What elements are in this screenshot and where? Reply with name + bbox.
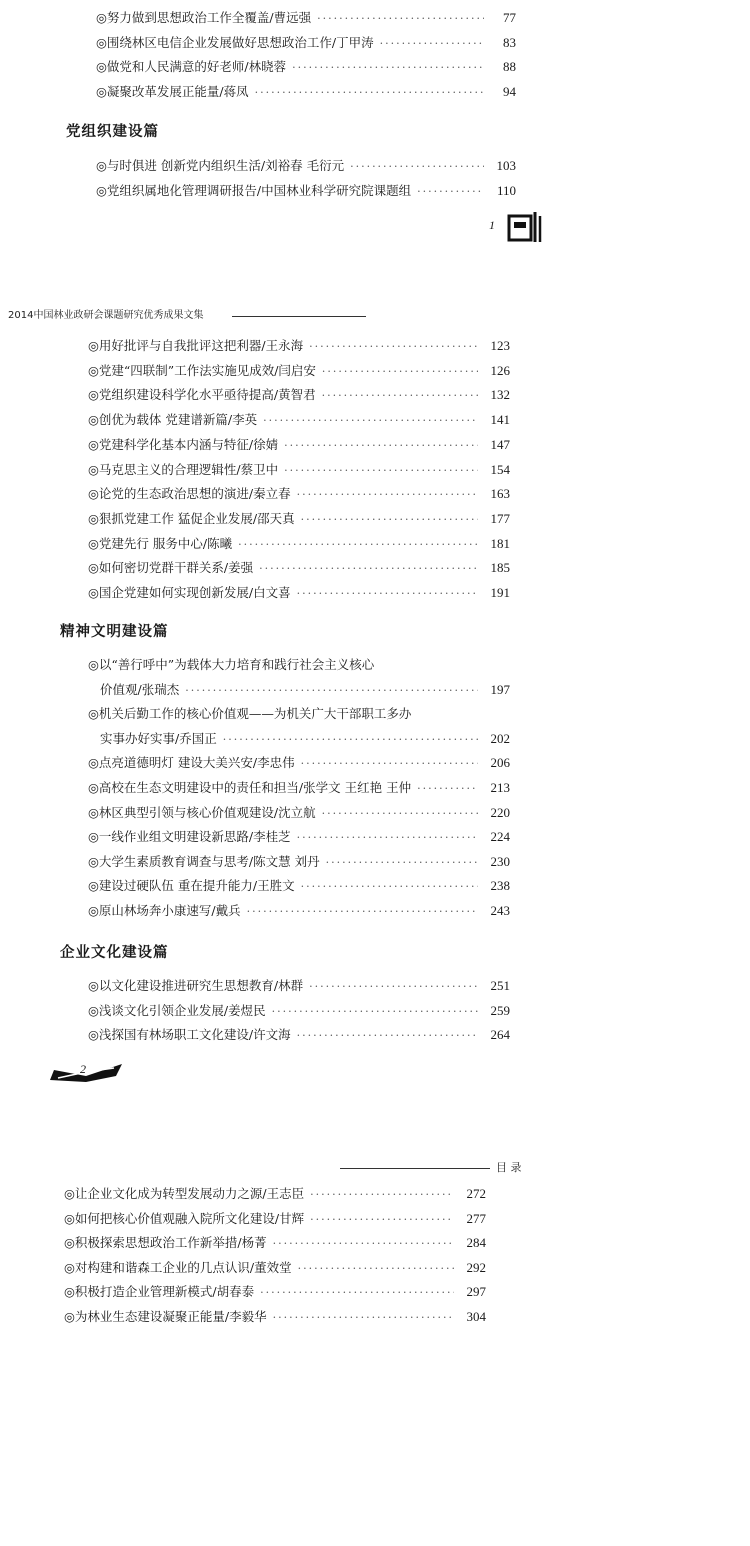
dot-leader [301,880,478,893]
toc-entry-page-number: 206 [490,755,510,771]
toc-entry [64,1282,486,1304]
toc-entry [64,1307,486,1329]
dot-leader [309,340,478,353]
dot-leader [309,980,478,993]
toc-entry [64,1258,486,1280]
toc-page-3 [0,1150,750,1380]
toc-entry-title-continued: 实事办好实事/乔国正 [100,730,217,746]
toc-entry [88,509,510,531]
toc-entry-title: ◎与时俱进 创新党内组织生活/刘裕春 毛衍元 [96,158,345,173]
dot-leader [263,414,478,427]
toc-entry-page-number: 103 [496,158,516,173]
toc-entry-title: ◎机关后勤工作的核心价值观——为机关广大干部职工多办 [88,706,412,722]
dot-leader [322,365,478,378]
toc-entry [88,484,510,506]
section-heading-corporate-culture: 企业文化建设篇 [60,945,169,961]
toc-entry-title: ◎努力做到思想政治工作全覆盖/曹远强 [96,10,312,25]
toc-entry-title: ◎让企业文化成为转型发展动力之源/王志臣 [64,1186,305,1201]
toc-entry-page-number: 202 [490,730,510,746]
dot-leader [326,856,478,869]
toc-entry-page-number: 181 [490,535,510,551]
header-rule [340,1168,490,1169]
toc-entry-page-number: 197 [490,681,510,697]
toc-entry-page-number: 277 [466,1210,486,1226]
toc-entry [88,852,510,874]
toc-entry-page-number: 132 [490,387,510,403]
dot-leader [284,439,478,452]
toc-entry [96,82,516,104]
dot-leader [297,1029,478,1042]
dot-leader [298,1262,454,1275]
toc-entry-page-number: 94 [503,83,516,99]
toc-entry [88,583,510,605]
toc-entry-page-number: 284 [466,1235,486,1251]
toc-entry-page-number: 126 [490,362,510,378]
toc-entry-title: ◎一线作业组文明建设新思路/李桂芝 [88,829,291,845]
dot-leader [223,733,478,746]
toc-entry-page-number: 88 [503,59,516,74]
toc-entry [88,1025,510,1047]
toc-entry-title: ◎浅谈文化引领企业发展/姜煜民 [88,1002,266,1018]
toc-entry-title: ◎为林业生态建设凝聚正能量/李毅华 [64,1309,267,1324]
toc-entry [64,1233,486,1255]
toc-entry-page-number: 272 [466,1186,486,1201]
toc-entry [64,1209,486,1231]
running-header: 2014中国林业政研会课题研究优秀成果文集 [8,310,204,321]
section-heading-party-organization: 党组织建设篇 [66,124,159,140]
toc-entry-page-number: 251 [490,978,510,993]
dot-leader [260,1286,454,1299]
toc-entry [88,410,510,432]
running-header-contents: 目 录 [496,1161,522,1174]
dot-leader [273,1311,454,1324]
toc-entry-title: ◎林区典型引领与核心价值观建设/沈立航 [88,804,316,820]
dot-leader [322,807,478,820]
toc-entry-title: ◎如何把核心价值观融入院所文化建设/甘辉 [64,1210,305,1226]
toc-entry [96,156,516,178]
dot-leader [417,185,484,198]
toc-entry-title: ◎党组织建设科学化水平亟待提高/黄智君 [88,387,316,403]
toc-entry-title: ◎如何密切党群干群关系/姜强 [88,560,254,576]
dot-leader [185,684,478,697]
dot-leader [247,905,478,918]
toc-entry-page-number: 213 [490,780,510,795]
dot-leader [350,160,484,173]
toc-entry-title: ◎原山林场奔小康速写/戴兵 [88,903,241,918]
toc-entry-title: ◎党建“四联制”工作法实施见成效/闫启安 [88,362,316,378]
toc-entry-page-number: 154 [490,461,510,477]
toc-entry [88,778,510,800]
toc-entry-title: ◎做党和人民满意的好老师/林晓蓉 [96,59,287,74]
toc-entry-title: ◎党建先行 服务中心/陈曦 [88,535,233,551]
dot-leader [301,757,478,770]
dot-leader [297,587,478,600]
toc-entry-page-number: 220 [490,804,510,820]
toc-entry-title: ◎用好批评与自我批评这把利器/王永海 [88,338,304,353]
dot-leader [417,782,478,795]
toc-entry [88,803,510,825]
dot-leader [322,389,478,402]
toc-entry-title: ◎马克思主义的合理逻辑性/蔡卫中 [88,461,279,477]
toc-entry-title: ◎对构建和谐森工企业的几点认识/董效堂 [64,1259,292,1275]
toc-entry-page-number: 304 [466,1309,486,1324]
toc-entry-page-number: 177 [490,510,510,526]
toc-entry [88,1001,510,1023]
toc-entry-title: ◎高校在生态文明建设中的责任和担当/张学文 王红艳 王仲 [88,780,412,795]
toc-entry-title: ◎点亮道德明灯 建设大美兴安/李忠伟 [88,755,295,771]
toc-entry-page-number: 224 [490,829,510,845]
toc-entry [88,460,510,482]
toc-entry [88,753,510,775]
section-heading-spiritual-civilization: 精神文明建设篇 [60,624,169,640]
toc-entry [96,33,516,55]
toc-entry-title: ◎以文化建设推进研究生思想教育/林群 [88,978,304,993]
toc-entry-title: ◎以“善行呼中”为载体大力培育和践行社会主义核心 [88,657,375,672]
book-emblem-icon [505,208,543,246]
toc-entry-page-number: 238 [490,878,510,894]
toc-entry-page-number: 264 [490,1027,510,1042]
dot-leader [259,562,478,575]
toc-entry-page-number: 123 [490,338,510,353]
toc-entry [96,57,516,79]
header-rule [232,316,366,317]
toc-entry-page-number: 191 [490,585,510,600]
toc-entry [88,876,510,898]
toc-entry-title: ◎狠抓党建工作 猛促企业发展/邵天真 [88,510,295,526]
toc-entry-title: ◎浅探国有林场职工文化建设/许文海 [88,1027,291,1042]
dot-leader [310,1188,454,1201]
dot-leader [297,488,478,501]
toc-entry-page-number: 259 [490,1002,510,1018]
dot-leader [292,61,484,74]
dot-leader [238,538,478,551]
toc-entry-title: ◎积极探索思想政治工作新举措/杨菁 [64,1235,267,1251]
dot-leader [255,86,484,99]
toc-entry-title: ◎党建科学化基本内涵与特征/徐婧 [88,436,279,452]
toc-entry-title: ◎国企党建如何实现创新发展/白文喜 [88,585,291,600]
dot-leader [273,1237,454,1250]
toc-entry-page-number: 230 [490,853,510,869]
dot-leader [297,831,478,844]
dot-leader [301,513,478,526]
toc-entry-title: ◎围绕林区电信企业发展做好思想政治工作/丁甲涛 [96,34,374,50]
toc-entry [88,361,510,383]
toc-entry [96,8,516,30]
toc-entry-page-number: 110 [496,182,516,198]
toc-page-1 [0,0,750,255]
toc-entry-page-number: 297 [466,1284,486,1300]
toc-entry-page-number: 185 [490,560,510,576]
toc-entry-page-number: 77 [503,10,516,25]
toc-entry-page-number: 292 [466,1259,486,1275]
toc-entry-title-continued: 价值观/张瑞杰 [100,681,180,697]
toc-entry [88,976,510,998]
toc-entry [100,729,510,751]
toc-entry-title: ◎建设过硬队伍 重在提升能力/王胜文 [88,878,295,894]
page-number: 1 [489,218,495,232]
toc-entry [88,435,510,457]
toc-entry-title: ◎党组织属地化管理调研报告/中国林业科学研究院课题组 [96,182,412,198]
toc-entry [88,336,510,358]
toc-entry [88,558,510,580]
toc-entry-page-number: 141 [490,412,510,428]
toc-entry [96,181,516,203]
toc-entry-page-number: 83 [503,34,516,50]
toc-entry [88,827,510,849]
toc-entry [88,534,510,556]
toc-entry-page-number: 147 [490,436,510,452]
toc-entry-page-number: 163 [490,486,510,502]
toc-page-2 [0,290,750,1090]
toc-entry-title: ◎论党的生态政治思想的演进/秦立春 [88,486,291,502]
dot-leader [380,37,484,50]
dot-leader [317,12,484,25]
dot-leader [284,464,478,477]
dot-leader [272,1005,478,1018]
toc-entry-title: ◎创优为载体 党建谱新篇/李英 [88,412,258,428]
dot-leader [310,1213,454,1226]
toc-entry-page-number: 243 [490,903,510,918]
open-book-icon [46,1058,126,1086]
toc-entry-title: ◎大学生素质教育调查与思考/陈文慧 刘丹 [88,853,320,869]
toc-entry [64,1184,486,1206]
toc-entry [88,901,510,923]
toc-entry-title: ◎积极打造企业管理新模式/胡春泰 [64,1284,255,1300]
toc-entry [88,385,510,407]
toc-entry [100,680,510,702]
toc-entry-title: ◎凝聚改革发展正能量/蒋凤 [96,83,249,99]
page-number: 2 [80,1062,86,1076]
